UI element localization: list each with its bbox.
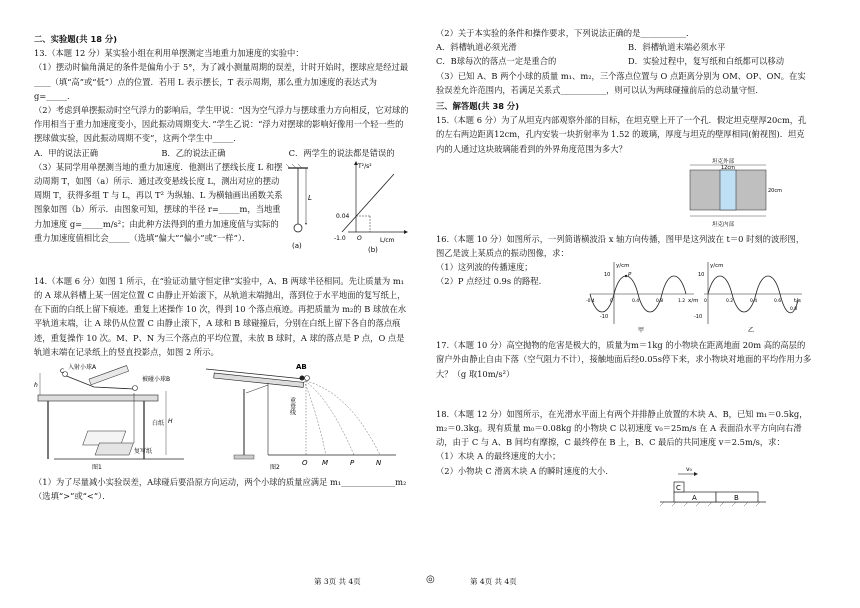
wave-jia-y-max: 10 (604, 272, 611, 279)
wave-jia-tick-1: 0 (610, 299, 613, 305)
figure-2-m-label: M (322, 459, 329, 468)
figure-1-caption: 图1 (92, 464, 102, 472)
q14-options (436, 40, 812, 68)
figure-1-c-label: C (60, 368, 65, 376)
wave-yi-tick-1: 0.2 (726, 299, 734, 305)
figure-1-ball-a-label: 入射小球A (68, 364, 97, 372)
wave-jia-tick-3: 0.8 (656, 299, 664, 305)
figure-1-big-h-label: H (168, 418, 173, 426)
wave-jia-caption: 甲 (638, 327, 645, 335)
left-page-footer: 第 3页 共 4页 (314, 577, 361, 586)
wave-yi-tick-4: 0.8 (790, 307, 798, 313)
q14-stem: 14.（本题 6 分）如图 1 所示，在“验证动量守恒定律”实验中，A、B 两球半径相同。先让质量为 m₁的 A 球从斜槽上某一固定位置 C 由静止开始滚下，从轨道末端抛出，落到位于水平地面的复写纸上，在下面的白纸上留下痕迹。重复上述操作 10 次，得到 10 个落点痕迹。再把质量为 m₂的 B 球放在水平轨道末端，让 A 球仍从位置 C 由静止滚下，A 球和 B 球碰撞后，分别在白纸上留下各自的落点痕迹，重复操作 10 次。M、P、N 为三个落点的平均位置，未放 B 球时，A 球的落点是 P 点，O 点是轨道末端在记录纸上的竖直投影点，如图 2 所示。 (34, 275, 407, 357)
q13-options (34, 146, 410, 160)
figure-b-y-value: 0.04 (336, 212, 350, 220)
figure-a-caption: (a) (292, 241, 302, 250)
q16-part1: （1）这列波的传播速度； (436, 262, 533, 273)
collision-figures (34, 359, 404, 471)
q14-part2: （2）关于本实验的条件和操作要求，下列说法正确的是___________． (436, 28, 695, 38)
wave-jia-y-label: y/cm (616, 263, 630, 270)
tank-wall-figure (686, 156, 786, 232)
blocks-figure (656, 464, 776, 508)
figure-a-pendulum (286, 164, 312, 250)
figure-b-x-axis-label: L/cm (380, 236, 395, 244)
q14-option-d: D．实验过程中，复写纸和白纸都可以移动 (628, 56, 784, 67)
wave-yi-y-min: -10 (694, 314, 703, 321)
wave-point-p: P (628, 272, 632, 279)
right-column (436, 26, 812, 508)
wave-yi-y-max: 10 (698, 272, 705, 279)
section-heading-solve: 三、解答题(共 38 分) (436, 101, 519, 112)
block-c-label: C (676, 483, 681, 492)
figure-2-plumb-line-label: 重垂线 (288, 397, 296, 416)
blocks-v0-label: v₀ (686, 465, 692, 473)
q14-option-a: A．斜槽轨道必须光滑 (436, 42, 517, 53)
section-heading-experiment: 二、实验题(共 18 分) (34, 34, 117, 44)
wave-jia-y-min: -10 (600, 314, 609, 321)
figure-2-p-label: P (350, 459, 355, 468)
block-a-label: A (692, 493, 697, 502)
left-column (34, 30, 410, 504)
wave-jia-x-label: x/m (688, 298, 699, 305)
figure-1-carbon-label: 复写纸 (134, 448, 153, 456)
wave-yi-x-label: t/s (794, 298, 801, 305)
q13-stem: 13.（本题 12 分）某实验小组在利用单摆测定当地重力加速度的实验中： (34, 48, 304, 59)
wave-yi-y-label: y/cm (710, 263, 724, 270)
figure-1-ball-b-label: 被碰小球B (142, 376, 171, 384)
wave-jia-tick-2: 0.4 (632, 299, 640, 305)
pendulum-figures (284, 160, 408, 260)
figure-2-n-label: N (376, 459, 382, 468)
q16-row (436, 260, 812, 334)
q13-part3: （3）某同学用单摆测当地的重力加速度．他测出了摆线长度 L 和摆动周期 T，如图（a）所示．通过改变悬线长度 L，测出对应的摆动周期 T，获得多组 T 与 L，再以 T² 为纵轴、L 为横轴画出函数关系图象如图（b）所示．由图象可知，摆球的半径 r=_____m，当地重力加速度 g=_____m/s²；由此种方法得到的重力加速度值与实际的重力加速度值相比会_____（选填“偏大”“偏小”或“一样”）． (34, 161, 283, 243)
q13-part1: （1）摆动时偏角满足的条件是偏角小于 5°，为了减小测量周期的误差，计时开始时，摆球应是经过最____（填“高”或“低”）点的位置．若用 L 表示摆长，T 表示周期，那么重力加速度的表达式为 g=_____． (34, 62, 409, 101)
q14-option-b: B．斜槽轨道末端必须水平 (628, 42, 726, 53)
hole-width-label: 12cm (721, 164, 735, 171)
wave-yi-tick-0: 0 (704, 299, 707, 305)
figure-2-o-label: O (302, 459, 308, 468)
figure-2-ab-label: AB (296, 363, 307, 372)
q16-text: 16.（本题 10 分）如图所示，一列简谐横波沿 x 轴方向传播，图甲是这列波在 t＝0 时刻的波形图，图乙是波上某质点的振动图像，求： (436, 233, 805, 259)
q13-option-a: A．甲的说法正确 (34, 147, 99, 158)
q18-part1: （1）木块 A 的最终速度的大小； (436, 451, 561, 462)
figure-b-origin: O (357, 234, 362, 242)
q13-part3-row (34, 160, 410, 260)
block-b-label: B (734, 493, 739, 502)
tank-outside-label: 坦克外部 (712, 158, 735, 165)
figure-1-apparatus (34, 363, 184, 471)
figure-1-h-label: h (34, 382, 38, 390)
q18-text: 18.（本题 12 分）如图所示，在光滑水平面上有两个并排静止放置的木块 A、B，已知 m₁＝0.5kg，m₂＝0.3kg。现有质量 m₀＝0.08kg 的小物块 C 以初速度 v₀＝25m/s 在 A 表面沿水平方向向右滑动，由于 C 与 A、B 间均有摩擦，C 最终停在 B 上，B、C 最后的共同速度 v＝2.5m/s，求： (436, 408, 808, 448)
q13-option-b: B．乙的说法正确 (161, 147, 226, 158)
figure-2-trajectories (206, 363, 396, 471)
figure-b-y-axis-label: T²/s² (358, 162, 372, 170)
figure-2-caption: 图2 (270, 464, 280, 472)
q18-part2: （2）小物块 C 滑离木块 A 的瞬时速度的大小. (436, 465, 608, 476)
q16-part2: （2）P 点经过 0.9s 的路程. (436, 276, 542, 287)
q14-part1: （1）为了尽量减小实验误差，A球碰后要沿原方向运动，两个小球的质量应满足 m₁_____________m₂（选填“>”或“<”）． (34, 477, 407, 502)
figure-1-paper-label: 白纸 (152, 420, 165, 428)
q15-figure-wrap (436, 156, 812, 232)
figure-b-caption: (b) (368, 245, 378, 254)
wave-jia-tick-4: 1.2 (678, 299, 686, 305)
wave-figures (586, 260, 806, 334)
wave-graph-jia (586, 262, 698, 334)
q16-questions (436, 260, 586, 334)
tank-inside-label: 坦克内部 (712, 221, 735, 228)
q18-row (436, 464, 812, 508)
q15-text: 15.（本题 6 分）为了从坦克内部观察外部的目标，在坦克壁上开了一个孔．假定坦克壁厚20cm，孔的左右两边距离12cm，孔内安装一块折射率为 1.52 的玻璃，厚度与坦克的壁厚相同(俯视图)．坦克内的人通过这块玻璃能看到的外界角度范围为多大？ (436, 115, 807, 154)
wave-yi-tick-3: 0.6 (774, 299, 782, 305)
wave-yi-tick-2: 0.4 (750, 299, 758, 305)
q14-option-c: C．B球每次的落点一定是重合的 (436, 56, 557, 67)
right-page-footer: 第 4页 共 4页 (470, 577, 517, 586)
q17-text: 17.（本题 10 分）高空抛物的危害是极大的，质量为m＝1kg 的小物块在距离地面 20m 高的高层的窗户外由静止自由下落（空气阻力不计），接触地面后经0.05s停下来，求小物块对地面的平均作用力多大？（g 取10m/s²） (436, 340, 812, 379)
wall-thickness-label: 20cm (768, 187, 782, 194)
q13-option-c: C．两学生的说法都是错误的 (288, 147, 395, 158)
wave-graph-yi (694, 262, 802, 334)
q13-part2: （2）考虑到单摆振动时空气浮力的影响后，学生甲说：“因为空气浮力与摆球重力方向相反，它对球的作用相当于重力加速度变小，因此振动周期变大．”学生乙说：“浮力对摆球的影响好像用一个轻一些的摆球做实验，因此振动周期不变”，这两个学生中_____． (34, 105, 409, 144)
wave-jia-tick-0: -0.4 (586, 299, 595, 305)
binding-mark: ◎ (426, 574, 435, 585)
wave-yi-caption: 乙 (748, 327, 755, 335)
q14-part3: （3）已知 A、B 两个小球的质量 m₁、m₂，三个落点位置与 O 点距离分别为 OM、OP、ON。在实验误差允许范围内，若满足关系式___________，则可以认为两球碰撞前后的总动量守恒． (436, 70, 806, 95)
figure-b-graph (334, 161, 408, 254)
figure-b-x-value: -1.0 (334, 234, 346, 242)
figure-a-length-label: L (308, 193, 312, 202)
